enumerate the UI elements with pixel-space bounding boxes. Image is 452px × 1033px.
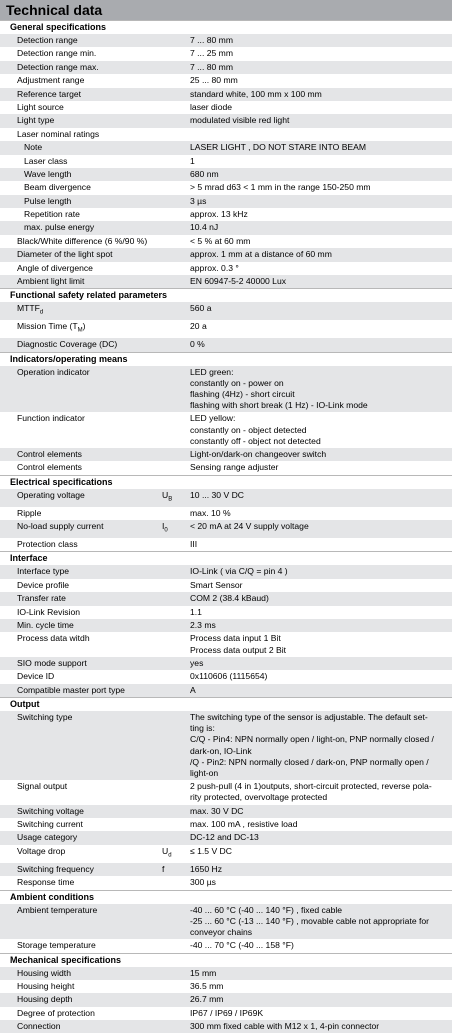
spec-value [190, 462, 452, 473]
spec-row [0, 845, 452, 863]
spec-value-line: Smart Sensor [190, 579, 243, 590]
spec-symbol [160, 968, 190, 979]
spec-label: Signal output [17, 781, 68, 792]
spec-label: Laser nominal ratings [17, 128, 100, 139]
spec-row [0, 632, 452, 656]
spec-row [0, 74, 452, 87]
spec-symbol [160, 633, 190, 655]
spec-value [190, 819, 452, 830]
spec-row [0, 805, 452, 818]
spec-value-line: constantly on - object detected [190, 424, 307, 435]
spec-value [190, 249, 452, 260]
spec-symbol [160, 303, 190, 319]
spec-value [190, 633, 452, 655]
spec-row [0, 904, 452, 940]
spec-value-line: ≤ 1.5 V DC [190, 845, 232, 856]
spec-symbol [160, 413, 190, 447]
spec-row [0, 1007, 452, 1020]
spec-row [0, 412, 452, 448]
spec-value [190, 620, 452, 631]
spec-label: Min. cycle time [17, 620, 74, 631]
spec-value-line: 10 ... 30 V DC [190, 489, 244, 500]
spec-value-line: < 5 % at 60 mm [190, 235, 251, 246]
spec-symbol [160, 339, 190, 350]
spec-label: Switching type [17, 712, 73, 723]
spec-value [190, 968, 452, 979]
spec-label: Degree of protection [17, 1007, 95, 1018]
spec-symbol [160, 196, 190, 207]
section-heading: Output [0, 697, 452, 711]
spec-value-line: EN 60947-5-2 40000 Lux [190, 276, 287, 287]
spec-row [0, 780, 452, 804]
spec-label: IO-Link Revision [17, 606, 81, 617]
spec-value [190, 236, 452, 247]
spec-label: Device ID [17, 671, 55, 682]
spec-value-line: LED green: [190, 366, 234, 377]
spec-symbol [160, 462, 190, 473]
spec-row [0, 831, 452, 844]
spec-row [0, 684, 452, 697]
section-heading: Interface [0, 551, 452, 565]
spec-value-line: 2.3 ms [190, 620, 216, 631]
section-heading: Functional safety related parameters [0, 288, 452, 302]
spec-label: Function indicator [17, 413, 85, 424]
spec-value [190, 607, 452, 618]
spec-value-line: 7 ... 80 mm [190, 61, 233, 72]
spec-label: Ambient temperature [17, 904, 98, 915]
spec-value [190, 521, 452, 537]
spec-row [0, 876, 452, 889]
spec-label: Housing width [17, 967, 71, 978]
spec-label: Transfer rate [17, 593, 66, 604]
spec-label: Switching current [17, 819, 83, 830]
spec-symbol [160, 671, 190, 682]
spec-row [0, 34, 452, 47]
spec-row [0, 320, 452, 338]
spec-symbol [160, 712, 190, 779]
spec-value-line: constantly on - power on [190, 377, 284, 388]
spec-value-line: 1 [190, 155, 195, 166]
spec-label: Voltage drop [17, 845, 66, 856]
spec-row [0, 657, 452, 670]
spec-symbol [160, 115, 190, 126]
spec-label: Mission Time $(T_M)$ [17, 321, 86, 335]
spec-symbol [160, 222, 190, 233]
spec-row [0, 181, 452, 194]
spec-value [190, 102, 452, 113]
spec-value [190, 905, 452, 939]
spec-label: Light type [17, 115, 55, 126]
spec-symbol [160, 209, 190, 220]
spec-row [0, 248, 452, 261]
spec-row [0, 221, 452, 234]
spec-value-line: 15 mm [190, 967, 217, 978]
spec-label: No-load supply current [17, 521, 104, 532]
spec-value [190, 209, 452, 220]
spec-label: $MTTF_d$ [17, 303, 44, 317]
spec-value [190, 1021, 452, 1032]
spec-value [190, 263, 452, 274]
spec-row [0, 168, 452, 181]
spec-value [190, 169, 452, 180]
spec-symbol [160, 449, 190, 460]
spec-label: Storage temperature [17, 940, 96, 951]
spec-row [0, 939, 452, 952]
spec-label: Pulse length [24, 195, 72, 206]
spec-symbol [160, 249, 190, 260]
spec-value-line: COM 2 (38.4 kBaud) [190, 593, 269, 604]
section-heading: Mechanical specifications [0, 953, 452, 967]
spec-symbol [160, 806, 190, 817]
spec-value-line: ting is: [190, 723, 215, 734]
spec-symbol [160, 62, 190, 73]
spec-value [190, 846, 452, 862]
spec-value-line: > 5 mrad d63 < 1 mm in the range 150-250 mm [190, 182, 371, 193]
spec-value [190, 142, 452, 153]
spec-label: Beam divergence [24, 182, 91, 193]
spec-row [0, 565, 452, 578]
spec-value [190, 806, 452, 817]
spec-symbol [160, 832, 190, 843]
spec-symbol [160, 1021, 190, 1032]
spec-value [190, 671, 452, 682]
spec-value [190, 539, 452, 550]
spec-value [190, 35, 452, 46]
spec-value [190, 303, 452, 319]
spec-value [190, 449, 452, 460]
spec-value [190, 877, 452, 888]
spec-value-line: modulated visible red light [190, 115, 290, 126]
spec-row [0, 128, 452, 141]
spec-label: max. pulse energy [24, 222, 95, 233]
spec-value-line: max. 10 % [190, 507, 231, 518]
spec-row [0, 818, 452, 831]
spec-value-line: max. 30 V DC [190, 805, 244, 816]
spec-value [190, 981, 452, 992]
spec-value-line: 300 mm fixed cable with M12 x 1, 4-pin connector [190, 1021, 380, 1032]
spec-row [0, 366, 452, 413]
spec-label: Repetition rate [24, 209, 80, 220]
section-heading: Indicators/operating means [0, 352, 452, 366]
spec-symbol: $U_B$ [162, 489, 173, 503]
spec-row [0, 993, 452, 1006]
spec-value-line: 36.5 mm [190, 980, 224, 991]
spec-symbol [160, 607, 190, 618]
spec-label: Switching frequency [17, 863, 94, 874]
spec-symbol [160, 819, 190, 830]
spec-label: Detection range max. [17, 61, 99, 72]
spec-value [190, 115, 452, 126]
spec-value-line: 300 µs [190, 877, 216, 888]
spec-symbol [160, 940, 190, 951]
spec-row [0, 101, 452, 114]
spec-row [0, 670, 452, 683]
spec-label: Wave length [24, 168, 72, 179]
spec-row [0, 195, 452, 208]
spec-symbol [160, 877, 190, 888]
spec-value [190, 156, 452, 167]
spec-row [0, 235, 452, 248]
spec-value-line: 560 a [190, 303, 212, 314]
spec-label: Control elements [17, 462, 82, 473]
spec-symbol [160, 658, 190, 669]
spec-label: Angle of divergence [17, 262, 93, 273]
spec-value-line: 25 ... 80 mm [190, 75, 238, 86]
spec-value-line [190, 129, 448, 140]
spec-value-line: max. 100 mA , resistive load [190, 819, 298, 830]
spec-symbol [160, 263, 190, 274]
spec-value-line: 10.4 nJ [190, 222, 219, 233]
spec-value-line: The switching type of the sensor is adjustable. The default set- [190, 712, 428, 723]
spec-symbol [160, 236, 190, 247]
spec-value [190, 321, 452, 337]
spec-symbol: $U_d$ [162, 845, 172, 859]
spec-row [0, 507, 452, 520]
spec-value [190, 182, 452, 193]
spec-symbol [160, 142, 190, 153]
spec-symbol [160, 981, 190, 992]
spec-row [0, 520, 452, 538]
spec-symbol [160, 35, 190, 46]
spec-value [190, 129, 452, 140]
spec-value-line: approx. 0.3 ° [190, 262, 239, 273]
spec-row [0, 208, 452, 221]
page-title: Technical data [0, 0, 452, 20]
spec-value-line: Sensing range adjuster [190, 462, 279, 473]
spec-row [0, 619, 452, 632]
spec-value-line: yes [190, 657, 204, 668]
spec-symbol [160, 539, 190, 550]
spec-value-line: C/Q - Pin4: NPN normally open / light-on, PNP normally closed / [190, 734, 434, 745]
spec-label: Usage category [17, 832, 78, 843]
spec-row [0, 489, 452, 507]
spec-value-line: laser diode [190, 101, 233, 112]
spec-label: Diameter of the light spot [17, 249, 113, 260]
spec-value-line: standard white, 100 mm x 100 mm [190, 88, 322, 99]
spec-symbol [160, 620, 190, 631]
spec-value [190, 339, 452, 350]
spec-value-line: IP67 / IP69 / IP69K [190, 1007, 264, 1018]
spec-label: Light source [17, 101, 64, 112]
spec-value-line: -40 ... 70 °C (-40 ... 158 °F) [190, 940, 294, 951]
spec-symbol [160, 321, 190, 337]
spec-value [190, 864, 452, 875]
spec-symbol [160, 48, 190, 59]
spec-symbol [160, 367, 190, 412]
spec-row [0, 967, 452, 980]
section-heading: Electrical specifications [0, 475, 452, 489]
spec-value [190, 413, 452, 447]
spec-value-line: /Q - Pin2: NPN normally closed / dark-on, PNP normally open / [190, 756, 429, 767]
spec-value-line: 1.1 [190, 606, 202, 617]
spec-row [0, 88, 452, 101]
spec-value [190, 940, 452, 951]
spec-value [190, 89, 452, 100]
spec-value [190, 781, 452, 803]
spec-label: Housing height [17, 980, 75, 991]
spec-symbol [160, 593, 190, 604]
spec-symbol [160, 566, 190, 577]
spec-value [190, 580, 452, 591]
spec-row [0, 141, 452, 154]
spec-value [190, 62, 452, 73]
spec-symbol [160, 1008, 190, 1019]
spec-value-line: A [190, 684, 196, 695]
spec-label: Detection range min. [17, 48, 97, 59]
spec-value [190, 593, 452, 604]
spec-value [190, 196, 452, 207]
spec-symbol [160, 781, 190, 803]
spec-symbol: $I_0$ [162, 521, 168, 534]
spec-value-line: III [190, 539, 198, 550]
spec-value [190, 48, 452, 59]
section-heading: Ambient conditions [0, 890, 452, 904]
spec-value [190, 490, 452, 506]
spec-value-line: dark-on, IO-Link [190, 745, 252, 756]
spec-label: Protection class [17, 539, 78, 550]
spec-row [0, 1020, 452, 1033]
spec-value-line: 680 nm [190, 168, 219, 179]
spec-value-line: constantly off - object not detected [190, 435, 321, 446]
section-heading: General specifications [0, 20, 452, 34]
spec-symbol [160, 994, 190, 1005]
spec-value-line: conveyor chains [190, 926, 253, 937]
spec-label: Adjustment range [17, 75, 85, 86]
spec-symbol [160, 89, 190, 100]
spec-label: Housing depth [17, 994, 73, 1005]
spec-value-line: 1650 Hz [190, 863, 223, 874]
spec-row [0, 155, 452, 168]
spec-symbol [160, 102, 190, 113]
spec-value-line: approx. 1 mm at a distance of 60 mm [190, 249, 332, 260]
spec-symbol [160, 580, 190, 591]
spec-label: Process data witdh [17, 633, 90, 644]
spec-symbol [160, 905, 190, 939]
spec-row [0, 579, 452, 592]
spec-value-line: 0 % [190, 339, 205, 350]
spec-label: Interface type [17, 566, 70, 577]
spec-row [0, 61, 452, 74]
spec-row [0, 863, 452, 876]
spec-value [190, 832, 452, 843]
spec-sections [0, 20, 452, 1033]
spec-value [190, 75, 452, 86]
spec-symbol [160, 75, 190, 86]
spec-value-line: IO-Link ( via C/Q = pin 4 ) [190, 566, 288, 577]
spec-label: Control elements [17, 449, 82, 460]
spec-value [190, 658, 452, 669]
spec-label: Compatible master port type [17, 684, 125, 695]
spec-label: Device profile [17, 579, 70, 590]
spec-value-line: light-on [190, 768, 219, 779]
spec-row [0, 461, 452, 474]
spec-value-line: LASER LIGHT , DO NOT STARE INTO BEAM [190, 142, 367, 153]
spec-value [190, 367, 452, 412]
spec-row [0, 448, 452, 461]
spec-label: Black/White difference (6 %/90 %) [17, 235, 148, 246]
spec-value [190, 508, 452, 519]
spec-row [0, 592, 452, 605]
spec-value [190, 994, 452, 1005]
spec-value-line: approx. 13 kHz [190, 209, 248, 220]
spec-row [0, 275, 452, 288]
spec-value-line: 0x110606 (1115654) [190, 671, 268, 682]
spec-row [0, 114, 452, 127]
spec-label: Reference target [17, 88, 82, 99]
spec-row [0, 302, 452, 320]
spec-symbol [160, 129, 190, 140]
spec-value-line: Light-on/dark-on changeover switch [190, 449, 327, 460]
spec-label: Operation indicator [17, 366, 90, 377]
spec-symbol [160, 508, 190, 519]
spec-value-line: LED yellow: [190, 413, 236, 424]
spec-row [0, 711, 452, 780]
spec-label: Diagnostic Coverage (DC) [17, 339, 118, 350]
spec-value-line: -40 ... 60 °C (-40 ... 140 °F) , fixed cable [190, 904, 343, 915]
spec-row [0, 338, 452, 351]
spec-value [190, 276, 452, 287]
spec-value [190, 1008, 452, 1019]
spec-value-line: 2 push-pull (4 in 1)outputs, short-circuit protected, reverse pola- [190, 781, 432, 792]
spec-symbol [160, 169, 190, 180]
spec-value-line: < 20 mA at 24 V supply voltage [190, 521, 309, 532]
spec-symbol: f [162, 863, 165, 874]
spec-label: Operating voltage [17, 489, 85, 500]
spec-row [0, 538, 452, 551]
spec-symbol [160, 685, 190, 696]
spec-value-line: 7 ... 80 mm [190, 35, 233, 45]
spec-value [190, 222, 452, 233]
spec-label: SIO mode support [17, 657, 87, 668]
spec-label: Ripple [17, 507, 42, 518]
spec-symbol [160, 182, 190, 193]
spec-label: Switching voltage [17, 805, 84, 816]
spec-label: Ambient light limit [17, 276, 85, 287]
spec-value-line: 26.7 mm [190, 994, 224, 1005]
spec-value-line: flashing (4Hz) - short circuit [190, 389, 295, 400]
spec-row [0, 47, 452, 60]
spec-label: Detection range [17, 35, 78, 45]
spec-value-line: -25 ... 60 °C (-13 ... 140 °F) , movable cable not appropriate for [190, 915, 430, 926]
spec-value-line: flashing with short break (1 Hz) - IO-Link mode [190, 400, 368, 411]
spec-value-line: 20 a [190, 321, 207, 332]
spec-row [0, 262, 452, 275]
spec-row [0, 980, 452, 993]
spec-value [190, 712, 452, 779]
spec-value-line: Process data output 2 Bit [190, 644, 287, 655]
spec-label: Connection [17, 1021, 61, 1032]
spec-value [190, 685, 452, 696]
spec-value-line: DC-12 and DC-13 [190, 832, 259, 843]
spec-label: Laser class [24, 155, 68, 166]
spec-value-line: Process data input 1 Bit [190, 633, 281, 644]
spec-value-line: rity protected, overvoltage protected [190, 792, 328, 803]
spec-symbol [160, 156, 190, 167]
spec-value-line: 7 ... 25 mm [190, 48, 233, 59]
spec-symbol [160, 276, 190, 287]
spec-label: Note [24, 142, 43, 153]
spec-value [190, 566, 452, 577]
spec-value-line: 3 µs [190, 195, 207, 206]
spec-row [0, 606, 452, 619]
spec-label: Response time [17, 877, 75, 888]
